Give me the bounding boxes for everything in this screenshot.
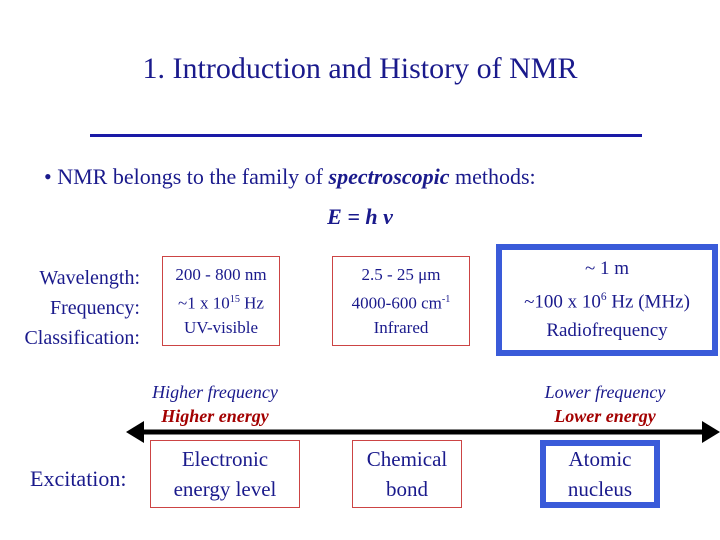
- electronic-box: [150, 440, 300, 508]
- atomic-box: [540, 440, 660, 508]
- slide-title: 1. Introduction and History of NMR: [142, 52, 578, 85]
- chemical-line-1: Chemical: [366, 447, 448, 471]
- rf-classification: Radiofrequency: [546, 319, 668, 341]
- bullet-suffix: methods:: [454, 164, 536, 189]
- chemical-line-2: bond: [386, 477, 428, 501]
- energy-formula: E = h ν: [327, 204, 393, 229]
- label-wavelength: Wavelength:: [39, 267, 140, 289]
- lower-frequency: Lower frequency: [544, 382, 666, 402]
- uv-box: [162, 256, 280, 346]
- uv-wavelength: 200 - 800 nm: [175, 264, 267, 284]
- rf-frequency: ~100 x $10^6$ Hz (MHz): [524, 291, 690, 313]
- uv-classification: UV-visible: [184, 318, 258, 338]
- rf-wavelength: ~ 1 m: [584, 258, 630, 280]
- bullet-symbol: •: [44, 164, 52, 189]
- atomic-line-1: Atomic: [568, 447, 632, 471]
- lower-energy: Lower energy: [554, 406, 656, 426]
- atomic-line-2: nucleus: [567, 477, 633, 501]
- label-frequency: Frequency:: [50, 297, 140, 319]
- title-underline: [90, 134, 642, 137]
- intro-bullet: [44, 164, 536, 190]
- bullet-prefix: NMR belongs to the family of: [57, 164, 324, 189]
- electronic-line-2: energy level: [173, 477, 277, 501]
- chemical-box: [352, 440, 462, 508]
- excitation-label: Excitation:: [30, 466, 127, 491]
- higher-energy: Higher energy: [161, 406, 269, 426]
- higher-frequency: Higher frequency: [152, 382, 278, 402]
- uv-frequency: ~1 x $10^{15}$ Hz: [178, 293, 264, 313]
- ir-classification: Infrared: [373, 318, 429, 338]
- ir-frequency: 4000-600 $cm^{-1}$: [351, 293, 451, 313]
- rf-box: [496, 244, 718, 356]
- label-classification: Classification:: [24, 327, 140, 349]
- bullet-emphasis: spectroscopic: [328, 164, 450, 189]
- ir-wavelength: 2.5 - 25 μm: [361, 264, 441, 284]
- ir-box: [332, 256, 470, 346]
- row-labels: [24, 263, 140, 353]
- electronic-line-1: Electronic: [181, 447, 269, 471]
